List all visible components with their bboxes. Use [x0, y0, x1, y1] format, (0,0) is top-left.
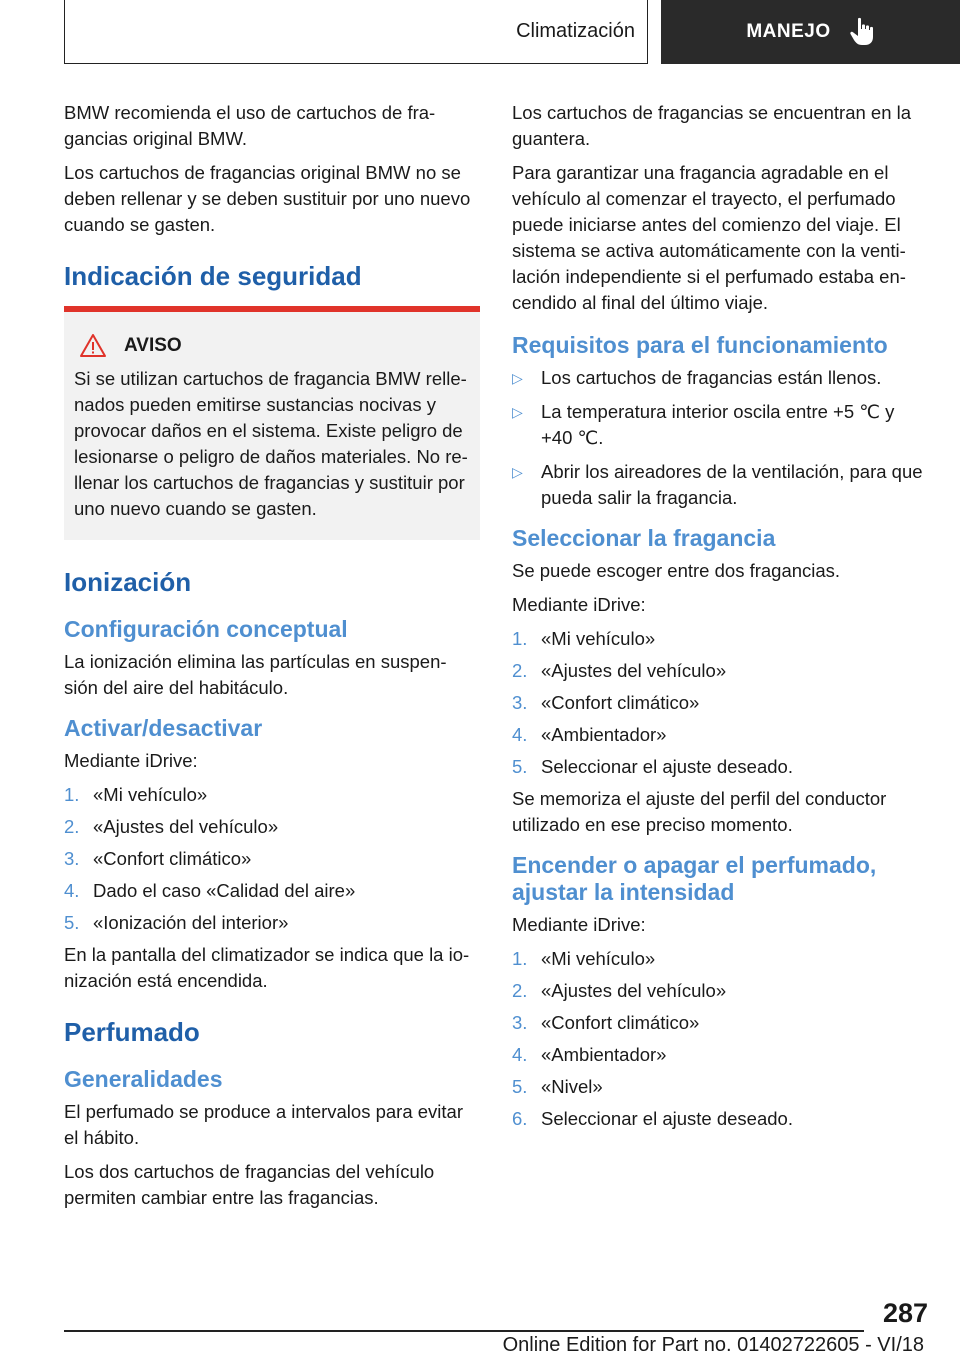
- list-item: ▷ La temperatura interior oscila entre +5 ℃ y +40 ℃.: [512, 399, 928, 451]
- heading-requirements: Requisitos para el funcionamiento: [512, 332, 888, 358]
- triangle-bullet-icon: ▷: [512, 464, 523, 480]
- steps-list: [64, 782, 480, 936]
- list-item: 2. «Ajustes del vehículo»: [512, 660, 727, 681]
- paragraph: Los cartuchos de fragancias original BMW no se deben rellenar y se deben sustituir por uno nuevo cuando se gasten.: [64, 162, 471, 235]
- paragraph: Mediante iDrive:: [512, 594, 646, 615]
- list-item: 6. Seleccionar el ajuste deseado.: [512, 1108, 793, 1129]
- list-item: 3. «Confort climático»: [64, 848, 252, 869]
- requirements-list: [512, 365, 928, 511]
- warning-header: [74, 332, 470, 360]
- paragraph: Se memoriza el ajuste del perfil del conductor utilizado en ese preciso momento.: [512, 788, 887, 835]
- paragraph: Para garantizar una fragancia agradable en el vehículo al comenzar el trayecto, el perfumado puede iniciarse antes del comienzo del viaje. El sistema se activa automáticamente con la venti-lación independiente si el perfumado estaba en-cendido al final del último viaje.: [512, 162, 906, 313]
- warning-label: AVISO: [124, 335, 182, 356]
- triangle-bullet-icon: ▷: [512, 404, 523, 420]
- heading-ionization: Ionización: [64, 567, 192, 597]
- paragraph: BMW recomienda el uso de cartuchos de fra-gancias original BMW.: [64, 102, 436, 149]
- left-column: [64, 100, 480, 1219]
- list-item: 4. Dado el caso «Calidad del aire»: [64, 880, 356, 901]
- heading-perfume: Perfumado: [64, 1017, 200, 1047]
- list-item: 3. «Confort climático»: [512, 692, 700, 713]
- warning-text: Si se utilizan cartuchos de fragancia BMW relle-nados pueden emitirse sustancias nocivas y provocar daños en el sistema. Existe peligro de lesionarse o peligro de daños materiales. No re-llenar los cartuchos de fragancias y sustituir por uno nuevo cuando se gasten.: [74, 368, 468, 519]
- heading-switch-perfume: Encender o apagar el perfumado, ajustar la intensidad: [512, 852, 877, 905]
- header-chapter-tab: [661, 0, 960, 64]
- heading-activate: Activar/desactivar: [64, 715, 263, 741]
- list-item: 2. «Ajustes del vehículo»: [512, 980, 727, 1001]
- chapter-label: MANEJO: [746, 21, 831, 42]
- list-item: 4. «Ambientador»: [512, 724, 667, 745]
- paragraph: Mediante iDrive:: [512, 914, 646, 935]
- paragraph: Se puede escoger entre dos fragancias.: [512, 560, 841, 581]
- footer-edition-text: Online Edition for Part no. 01402722605 - VI/18: [502, 1334, 924, 1356]
- warning-triangle-icon: [74, 332, 124, 360]
- heading-safety: Indicación de seguridad: [64, 261, 362, 291]
- warning-box: [64, 312, 480, 540]
- list-item: 1. «Mi vehículo»: [512, 948, 656, 969]
- paragraph: La ionización elimina las partículas en suspen-sión del aire del habitáculo.: [64, 651, 447, 698]
- steps-list: [512, 626, 928, 780]
- paragraph: Los cartuchos de fragancias se encuentran en la guantera.: [512, 102, 912, 149]
- list-item: 3. «Confort climático»: [512, 1012, 700, 1033]
- heading-concept: Configuración conceptual: [64, 616, 348, 642]
- list-item: 5. Seleccionar el ajuste deseado.: [512, 756, 793, 777]
- section-title: Climatización: [516, 20, 635, 42]
- list-item: 1. «Mi vehículo»: [512, 628, 656, 649]
- steps-list: [512, 946, 928, 1132]
- heading-select-fragrance: Seleccionar la fragancia: [512, 525, 776, 551]
- list-item: ▷ Los cartuchos de fragancias están llenos.: [512, 365, 928, 391]
- pointing-hand-icon: [849, 17, 875, 47]
- paragraph: Mediante iDrive:: [64, 750, 198, 771]
- paragraph: En la pantalla del climatizador se indica que la io-nización está encendida.: [64, 944, 470, 991]
- list-item: 1. «Mi vehículo»: [64, 784, 208, 805]
- list-item: 5. «Ionización del interior»: [64, 912, 289, 933]
- list-item: 2. «Ajustes del vehículo»: [64, 816, 279, 837]
- right-column: [512, 100, 928, 1138]
- page-number: 287: [882, 1298, 928, 1328]
- footer-divider: [64, 1330, 864, 1332]
- list-item: 5. «Nivel»: [512, 1076, 603, 1097]
- triangle-bullet-icon: ▷: [512, 370, 523, 386]
- list-item: ▷ Abrir los aireadores de la ventilación, para que pueda salir la fragancia.: [512, 459, 928, 511]
- paragraph: El perfumado se produce a intervalos para evitar el hábito.: [64, 1101, 463, 1148]
- heading-general: Generalidades: [64, 1066, 223, 1092]
- header-section-title: [64, 0, 648, 64]
- paragraph: Los dos cartuchos de fragancias del vehículo permiten cambiar entre las fragancias.: [64, 1161, 435, 1208]
- list-item: 4. «Ambientador»: [512, 1044, 667, 1065]
